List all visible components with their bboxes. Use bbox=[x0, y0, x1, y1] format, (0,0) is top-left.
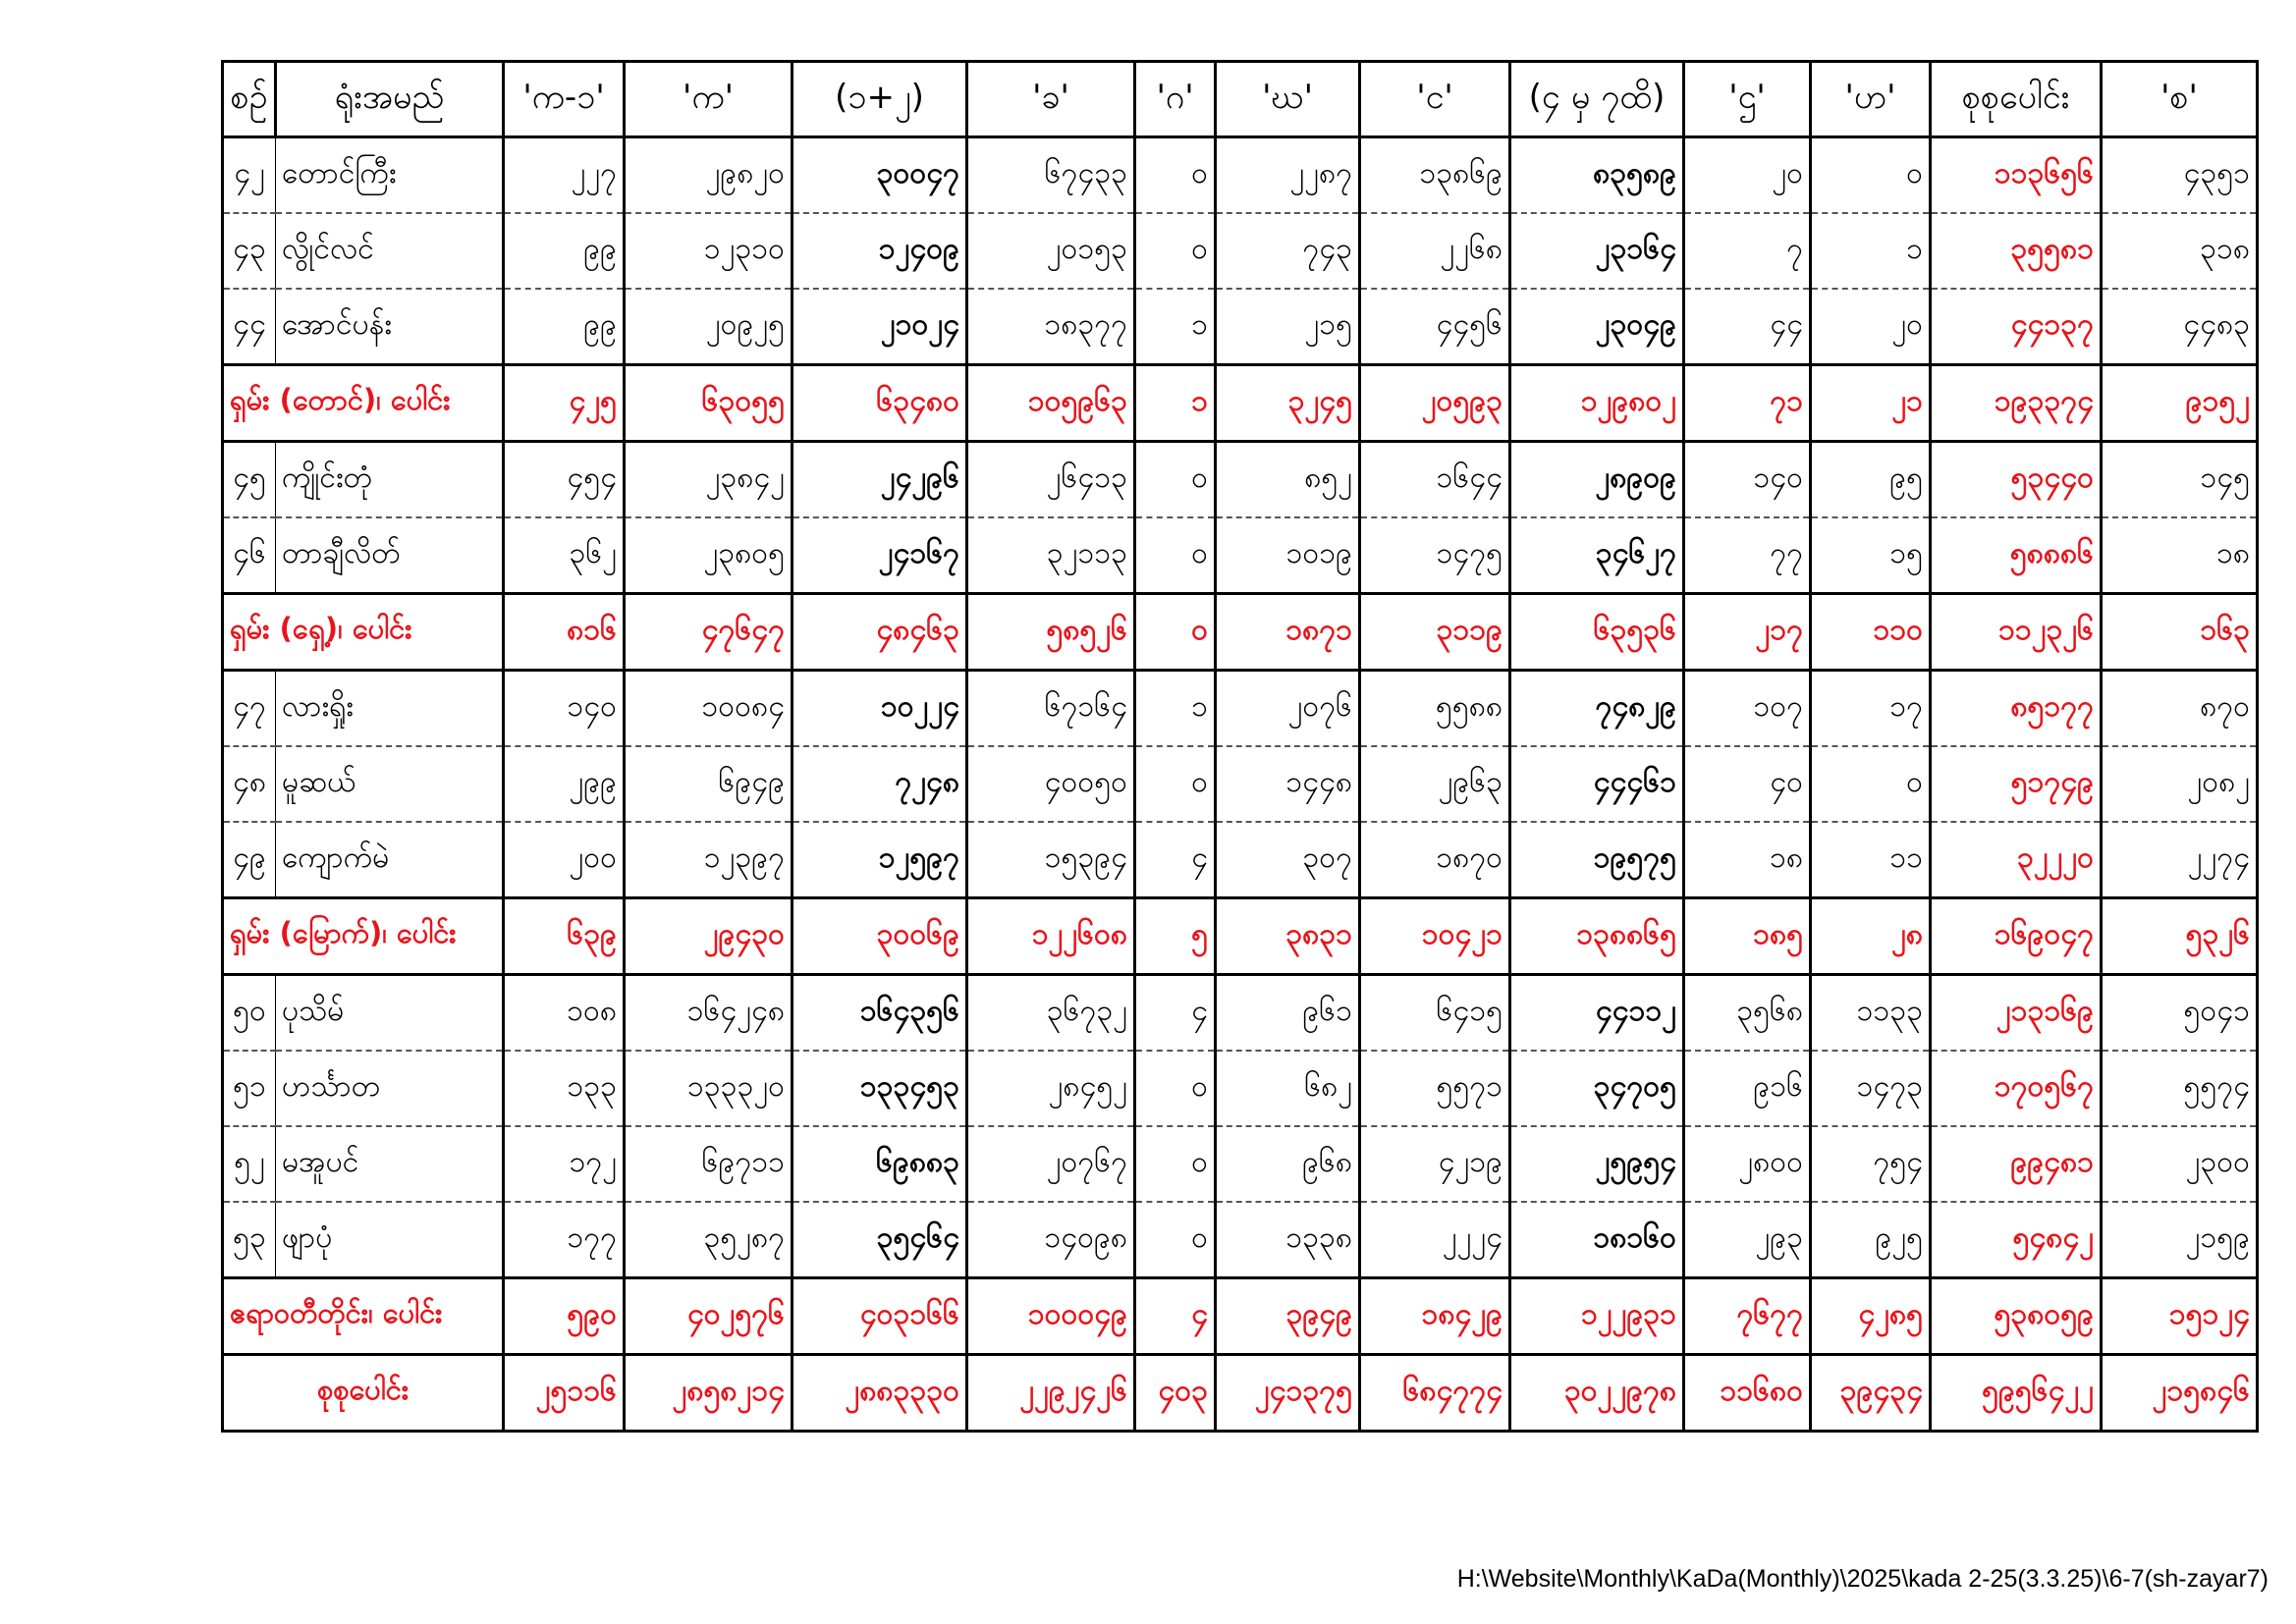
value-cell: ၂၁၅၉ bbox=[2102, 1202, 2258, 1278]
value-cell: ၁၄၇၅ bbox=[1360, 517, 1510, 594]
subtotal-value: ၄၂၅ bbox=[504, 365, 625, 442]
value-cell: ၀ bbox=[1811, 746, 1931, 822]
column-header: 'င' bbox=[1360, 62, 1510, 137]
value-cell: ၁၃၃၈ bbox=[1216, 1202, 1360, 1278]
value-cell: ၁၃၈၆၉ bbox=[1360, 137, 1510, 214]
subtotal-value: ၃၁၁၉ bbox=[1360, 594, 1510, 671]
row-number: ၄၉ bbox=[223, 822, 276, 898]
table-row bbox=[223, 1126, 2258, 1202]
value-cell: ၂၂၆၈ bbox=[1360, 213, 1510, 289]
value-cell: ၁၈ bbox=[1684, 822, 1811, 898]
subtotal-label: ရှမ်း (မြောက်)၊ ပေါင်း bbox=[223, 898, 504, 975]
value-cell: ၂၈၉၀၉ bbox=[1510, 442, 1684, 518]
subtotal-value: ၉၁၅၂ bbox=[2102, 365, 2258, 442]
value-cell: ၉၁၆ bbox=[1684, 1051, 1811, 1126]
value-cell: ၆၉၈၈၃ bbox=[793, 1126, 967, 1202]
value-cell: ၁၅၃၉၄ bbox=[967, 822, 1135, 898]
value-cell: ၂၀ bbox=[1684, 137, 1811, 214]
value-cell: ၁၃၃၄၅၃ bbox=[793, 1051, 967, 1126]
subtotal-value: ၄ bbox=[1135, 1278, 1216, 1355]
value-cell: ၀ bbox=[1135, 1051, 1216, 1126]
subtotal-label: ရှမ်း (တောင်)၊ ပေါင်း bbox=[223, 365, 504, 442]
row-number: ၄၇ bbox=[223, 671, 276, 747]
subtotal-label: ဧရာဝတီတိုင်း၊ ပေါင်း bbox=[223, 1278, 504, 1355]
value-cell: ၄၄ bbox=[1684, 289, 1811, 365]
value-cell: ၄၀၀၅၀ bbox=[967, 746, 1135, 822]
value-cell: ၂၂၈၇ bbox=[1216, 137, 1360, 214]
grand-total-value: ၄၀၃ bbox=[1135, 1355, 1216, 1432]
subtotal-value: ၁၈၅ bbox=[1684, 898, 1811, 975]
value-cell: ၃၅၄၆၄ bbox=[793, 1202, 967, 1278]
value-cell: ၉၂၅ bbox=[1811, 1202, 1931, 1278]
grand-total-value: ၃၉၄၃၄ bbox=[1811, 1355, 1931, 1432]
row-number: ၄၅ bbox=[223, 442, 276, 518]
column-header: (၄ မှ ၇ထိ) bbox=[1510, 62, 1684, 137]
statistics-table bbox=[221, 60, 2259, 1433]
row-number: ၄၃ bbox=[223, 213, 276, 289]
subtotal-value: ၅၃၂၆ bbox=[2102, 898, 2258, 975]
value-cell: ၈၇၀ bbox=[2102, 671, 2258, 747]
table-row bbox=[223, 1051, 2258, 1126]
office-name: မအူပင် bbox=[276, 1126, 504, 1202]
value-cell: ၆၇၄၃၃ bbox=[967, 137, 1135, 214]
subtotal-value: ၁၈၇၁ bbox=[1216, 594, 1360, 671]
column-header: ရုံးအမည် bbox=[276, 62, 504, 137]
value-cell: ၄၄၅၆ bbox=[1360, 289, 1510, 365]
value-cell: ၁၁ bbox=[1811, 822, 1931, 898]
value-cell: ၄၄၈၃ bbox=[2102, 289, 2258, 365]
row-number: ၄၂ bbox=[223, 137, 276, 214]
value-cell: ၄၃၅၁ bbox=[2102, 137, 2258, 214]
value-cell: ၁၆၄၂၄၈ bbox=[625, 975, 793, 1052]
value-cell: ၇၇ bbox=[1684, 517, 1811, 594]
subtotal-value: ၃၈၃၁ bbox=[1216, 898, 1360, 975]
value-cell: ၁၇၂ bbox=[504, 1126, 625, 1202]
subtotal-value: ၂၁၇ bbox=[1684, 594, 1811, 671]
value-cell: ၀ bbox=[1135, 1126, 1216, 1202]
value-cell: ၄၄၄၆၁ bbox=[1510, 746, 1684, 822]
value-cell: ၂၀၁၅၃ bbox=[967, 213, 1135, 289]
value-cell: ၁၀၂၂၄ bbox=[793, 671, 967, 747]
value-cell: ၂၃၈၄၂ bbox=[625, 442, 793, 518]
column-header: (၁+၂) bbox=[793, 62, 967, 137]
grand-total-value: ၂၈၅၈၂၁၄ bbox=[625, 1355, 793, 1432]
subtotal-value: ၄၀၃၁၆၆ bbox=[793, 1278, 967, 1355]
value-cell: ၁၁၃၆၅၆ bbox=[1931, 137, 2102, 214]
value-cell: ၈၅၂ bbox=[1216, 442, 1360, 518]
subtotal-value: ၁၂၂၆၀၈ bbox=[967, 898, 1135, 975]
subtotal-value: ၅ bbox=[1135, 898, 1216, 975]
office-name: ဖျာပုံ bbox=[276, 1202, 504, 1278]
value-cell: ၅၃၄၄၀ bbox=[1931, 442, 2102, 518]
table-row bbox=[223, 671, 2258, 747]
value-cell: ၅၅၇၄ bbox=[2102, 1051, 2258, 1126]
value-cell: ၄ bbox=[1135, 975, 1216, 1052]
value-cell: ၁၈ bbox=[2102, 517, 2258, 594]
value-cell: ၉၅ bbox=[1811, 442, 1931, 518]
office-name: ဟင်္သာတ bbox=[276, 1051, 504, 1126]
subtotal-value: ၁၁၂၃၂၆ bbox=[1931, 594, 2102, 671]
grand-total-label: စုစုပေါင်း bbox=[223, 1355, 504, 1432]
subtotal-value: ၄၂၈၅ bbox=[1811, 1278, 1931, 1355]
office-name: မူဆယ် bbox=[276, 746, 504, 822]
grand-total-value: ၂၁၅၈၄၆ bbox=[2102, 1355, 2258, 1432]
value-cell: ၀ bbox=[1135, 442, 1216, 518]
value-cell: ၃၀၇ bbox=[1216, 822, 1360, 898]
table-row bbox=[223, 137, 2258, 214]
column-header: 'က-၁' bbox=[504, 62, 625, 137]
value-cell: ၃၆၂ bbox=[504, 517, 625, 594]
value-cell: ၂၀၈၂ bbox=[2102, 746, 2258, 822]
value-cell: ၂၀ bbox=[1811, 289, 1931, 365]
table-row bbox=[223, 822, 2258, 898]
value-cell: ၂၁၀၂၄ bbox=[793, 289, 967, 365]
subtotal-value: ၁၀၄၂၁ bbox=[1360, 898, 1510, 975]
grand-total-value: ၃၀၂၂၉၇၈ bbox=[1510, 1355, 1684, 1432]
value-cell: ၁၈၃၇၇ bbox=[967, 289, 1135, 365]
subtotal-value: ၅၈၅၂၆ bbox=[967, 594, 1135, 671]
subtotal-value: ၂၀၅၉၃ bbox=[1360, 365, 1510, 442]
value-cell: ၆၇၁၆၄ bbox=[967, 671, 1135, 747]
value-cell: ၄ bbox=[1135, 822, 1216, 898]
column-header: 'ဃ' bbox=[1216, 62, 1360, 137]
grand-total-row bbox=[223, 1355, 2258, 1432]
value-cell: ၃၄၇၀၅ bbox=[1510, 1051, 1684, 1126]
value-cell: ၁၄၀ bbox=[1684, 442, 1811, 518]
row-number: ၅၁ bbox=[223, 1051, 276, 1126]
value-cell: ၄၂၁၉ bbox=[1360, 1126, 1510, 1202]
value-cell: ၂၉၆၃ bbox=[1360, 746, 1510, 822]
subtotal-value: ၂၁ bbox=[1811, 365, 1931, 442]
value-cell: ၂၄၁၆၇ bbox=[793, 517, 967, 594]
value-cell: ၁၂၃၁၀ bbox=[625, 213, 793, 289]
subtotal-value: ၁၂၂၉၃၁ bbox=[1510, 1278, 1684, 1355]
subtotal-value: ၄၇၆၄၇ bbox=[625, 594, 793, 671]
value-cell: ၀ bbox=[1135, 213, 1216, 289]
row-number: ၄၄ bbox=[223, 289, 276, 365]
value-cell: ၅၅၈၈ bbox=[1360, 671, 1510, 747]
value-cell: ၂၃၀၀ bbox=[2102, 1126, 2258, 1202]
value-cell: ၉၉၄၈၁ bbox=[1931, 1126, 2102, 1202]
value-cell: ၅၀၄၁ bbox=[2102, 975, 2258, 1052]
value-cell: ၈၅၁၇၇ bbox=[1931, 671, 2102, 747]
row-number: ၄၈ bbox=[223, 746, 276, 822]
column-header: 'က' bbox=[625, 62, 793, 137]
value-cell: ၇၅၄ bbox=[1811, 1126, 1931, 1202]
value-cell: ၁၃၃၃၂၀ bbox=[625, 1051, 793, 1126]
office-name: တာချီလိတ် bbox=[276, 517, 504, 594]
subtotal-value: ၇၆၇၇ bbox=[1684, 1278, 1811, 1355]
value-cell: ၁၀၀၈၄ bbox=[625, 671, 793, 747]
value-cell: ၁၄၀၉၈ bbox=[967, 1202, 1135, 1278]
file-path-footer: H:\Website\Monthly\KaDa(Monthly)\2025\kada 2-25(3.3.25)\6-7(sh-zayar7) bbox=[1456, 1565, 2269, 1593]
value-cell: ၉၉ bbox=[504, 289, 625, 365]
value-cell: ၈၃၅၈၉ bbox=[1510, 137, 1684, 214]
column-header: 'စ' bbox=[2102, 62, 2258, 137]
value-cell: ၇၄၃ bbox=[1216, 213, 1360, 289]
value-cell: ၃၀၀၄၇ bbox=[793, 137, 967, 214]
value-cell: ၂၃၀၄၉ bbox=[1510, 289, 1684, 365]
value-cell: ၁၀၈ bbox=[504, 975, 625, 1052]
header-row bbox=[223, 62, 2258, 137]
value-cell: ၄၄၁၃၇ bbox=[1931, 289, 2102, 365]
value-cell: ၇၂၄၈ bbox=[793, 746, 967, 822]
value-cell: ၁ bbox=[1135, 289, 1216, 365]
value-cell: ၆၉၇၁၁ bbox=[625, 1126, 793, 1202]
table-row bbox=[223, 746, 2258, 822]
value-cell: ၂၀၇၆၇ bbox=[967, 1126, 1135, 1202]
value-cell: ၃၅၆၈ bbox=[1684, 975, 1811, 1052]
table-row bbox=[223, 289, 2258, 365]
value-cell: ၂၂၇၄ bbox=[2102, 822, 2258, 898]
subtotal-value: ၁၀၀၀၄၉ bbox=[967, 1278, 1135, 1355]
value-cell: ၁၈၇၀ bbox=[1360, 822, 1510, 898]
value-cell: ၂၈၀၀ bbox=[1684, 1126, 1811, 1202]
value-cell: ၅၈၈၈၆ bbox=[1931, 517, 2102, 594]
value-cell: ၃၄၆၂၇ bbox=[1510, 517, 1684, 594]
office-name: အောင်ပန်း bbox=[276, 289, 504, 365]
subtotal-value: ၅၃၈၀၅၉ bbox=[1931, 1278, 2102, 1355]
subtotal-row bbox=[223, 594, 2258, 671]
subtotal-row bbox=[223, 1278, 2258, 1355]
value-cell: ၂၉၉ bbox=[504, 746, 625, 822]
subtotal-value: ၁၂၉၈၀၂ bbox=[1510, 365, 1684, 442]
value-cell: ၂၀၀ bbox=[504, 822, 625, 898]
column-header: 'ဟ' bbox=[1811, 62, 1931, 137]
grand-total-value: ၂၅၁၁၆ bbox=[504, 1355, 625, 1432]
value-cell: ၂၉၈၂၀ bbox=[625, 137, 793, 214]
value-cell: ၃၂၁၁၃ bbox=[967, 517, 1135, 594]
value-cell: ၁ bbox=[1135, 671, 1216, 747]
subtotal-value: ၈၁၆ bbox=[504, 594, 625, 671]
subtotal-value: ၁ bbox=[1135, 365, 1216, 442]
value-cell: ၃၁၈ bbox=[2102, 213, 2258, 289]
value-cell: ၂၆၄၁၃ bbox=[967, 442, 1135, 518]
value-cell: ၀ bbox=[1811, 137, 1931, 214]
subtotal-value: ၆၃၅၃၆ bbox=[1510, 594, 1684, 671]
subtotal-label: ရှမ်း (ရှေ့)၊ ပေါင်း bbox=[223, 594, 504, 671]
value-cell: ၅၄၈၄၂ bbox=[1931, 1202, 2102, 1278]
subtotal-value: ၁၆၉၀၄၇ bbox=[1931, 898, 2102, 975]
value-cell: ၃၅၅၈၁ bbox=[1931, 213, 2102, 289]
value-cell: ၂၀၇၆ bbox=[1216, 671, 1360, 747]
value-cell: ၂၁၃၁၆၉ bbox=[1931, 975, 2102, 1052]
subtotal-value: ၄၀၂၅၇၆ bbox=[625, 1278, 793, 1355]
value-cell: ၁၆၄၄ bbox=[1360, 442, 1510, 518]
row-number: ၄၆ bbox=[223, 517, 276, 594]
value-cell: ၄၀ bbox=[1684, 746, 1811, 822]
subtotal-value: ၂၈ bbox=[1811, 898, 1931, 975]
subtotal-value: ၁၈၄၂၉ bbox=[1360, 1278, 1510, 1355]
table-row bbox=[223, 442, 2258, 518]
value-cell: ၆၄၁၅ bbox=[1360, 975, 1510, 1052]
value-cell: ၁၉၅၇၅ bbox=[1510, 822, 1684, 898]
value-cell: ၉၆၁ bbox=[1216, 975, 1360, 1052]
grand-total-value: ၂၄၁၃၇၅ bbox=[1216, 1355, 1360, 1432]
office-name: လားရှိုး bbox=[276, 671, 504, 747]
value-cell: ၁၄၀ bbox=[504, 671, 625, 747]
office-name: ကျိုင်းတုံ bbox=[276, 442, 504, 518]
subtotal-value: ၁၆၃ bbox=[2102, 594, 2258, 671]
value-cell: ၂၃၈၀၅ bbox=[625, 517, 793, 594]
subtotal-value: ၄၈၄၆၃ bbox=[793, 594, 967, 671]
subtotal-row bbox=[223, 365, 2258, 442]
value-cell: ၁၂၃၉၇ bbox=[625, 822, 793, 898]
value-cell: ၁၁၃၃ bbox=[1811, 975, 1931, 1052]
grand-total-value: ၂၂၉၂၄၂၆ bbox=[967, 1355, 1135, 1432]
value-cell: ၂၀၉၂၅ bbox=[625, 289, 793, 365]
value-cell: ၃၆၇၃၂ bbox=[967, 975, 1135, 1052]
value-cell: ၅၁၇၄၉ bbox=[1931, 746, 2102, 822]
value-cell: ၁၀၇ bbox=[1684, 671, 1811, 747]
value-cell: ၁၂၅၉၇ bbox=[793, 822, 967, 898]
table-row bbox=[223, 213, 2258, 289]
value-cell: ၂၂၇ bbox=[504, 137, 625, 214]
value-cell: ၂၅၉၅၄ bbox=[1510, 1126, 1684, 1202]
value-cell: ၆၉၄၉ bbox=[625, 746, 793, 822]
value-cell: ၁၅ bbox=[1811, 517, 1931, 594]
column-header: စုစုပေါင်း bbox=[1931, 62, 2102, 137]
subtotal-value: ၃၉၄၉ bbox=[1216, 1278, 1360, 1355]
subtotal-value: ၆၃၄၈၀ bbox=[793, 365, 967, 442]
value-cell: ၀ bbox=[1135, 517, 1216, 594]
subtotal-value: ၅၉၀ bbox=[504, 1278, 625, 1355]
grand-total-value: ၁၁၆၈၀ bbox=[1684, 1355, 1811, 1432]
value-cell: ၀ bbox=[1135, 746, 1216, 822]
table-row bbox=[223, 1202, 2258, 1278]
value-cell: ၄၅၄ bbox=[504, 442, 625, 518]
office-name: ကျောက်မဲ bbox=[276, 822, 504, 898]
value-cell: ၁၄၇၃ bbox=[1811, 1051, 1931, 1126]
value-cell: ၁၇၇ bbox=[504, 1202, 625, 1278]
subtotal-value: ၁၁၀ bbox=[1811, 594, 1931, 671]
value-cell: ၂၉၃ bbox=[1684, 1202, 1811, 1278]
subtotal-value: ၆၃၉ bbox=[504, 898, 625, 975]
value-cell: ၁၈၁၆၀ bbox=[1510, 1202, 1684, 1278]
subtotal-value: ၁၅၁၂၄ bbox=[2102, 1278, 2258, 1355]
grand-total-value: ၅၉၅၆၄၂၂ bbox=[1931, 1355, 2102, 1432]
subtotal-value: ၁၉၃၃၇၄ bbox=[1931, 365, 2102, 442]
value-cell: ၇၄၈၂၉ bbox=[1510, 671, 1684, 747]
subtotal-value: ၁၃၈၈၆၅ bbox=[1510, 898, 1684, 975]
column-header: 'ဂ' bbox=[1135, 62, 1216, 137]
value-cell: ၅၅၇၁ bbox=[1360, 1051, 1510, 1126]
value-cell: ၃၂၂၂၀ bbox=[1931, 822, 2102, 898]
table-body bbox=[223, 137, 2258, 1432]
value-cell: ၆၈၂ bbox=[1216, 1051, 1360, 1126]
subtotal-value: ၇၁ bbox=[1684, 365, 1811, 442]
value-cell: ၂၃၁၆၄ bbox=[1510, 213, 1684, 289]
value-cell: ၁၄၅ bbox=[2102, 442, 2258, 518]
subtotal-value: ၀ bbox=[1135, 594, 1216, 671]
value-cell: ၇ bbox=[1684, 213, 1811, 289]
row-number: ၅၃ bbox=[223, 1202, 276, 1278]
subtotal-value: ၆၃၀၅၅ bbox=[625, 365, 793, 442]
column-header: စဉ် bbox=[223, 62, 276, 137]
subtotal-value: ၃၀၀၆၉ bbox=[793, 898, 967, 975]
value-cell: ၁ bbox=[1811, 213, 1931, 289]
subtotal-value: ၃၂၄၅ bbox=[1216, 365, 1360, 442]
grand-total-value: ၆၈၄၇၇၄ bbox=[1360, 1355, 1510, 1432]
value-cell: ၀ bbox=[1135, 137, 1216, 214]
row-number: ၅၀ bbox=[223, 975, 276, 1052]
value-cell: ၉၉ bbox=[504, 213, 625, 289]
value-cell: ၂၄၂၉၆ bbox=[793, 442, 967, 518]
column-header: 'ခ' bbox=[967, 62, 1135, 137]
value-cell: ၂၁၅ bbox=[1216, 289, 1360, 365]
value-cell: ၁၇ bbox=[1811, 671, 1931, 747]
office-name: ပုသိမ် bbox=[276, 975, 504, 1052]
subtotal-value: ၂၉၄၃၀ bbox=[625, 898, 793, 975]
value-cell: ၁၆၄၃၅၆ bbox=[793, 975, 967, 1052]
value-cell: ၁၄၄၈ bbox=[1216, 746, 1360, 822]
office-name: လွိုင်လင် bbox=[276, 213, 504, 289]
value-cell: ၁၇၀၅၆၇ bbox=[1931, 1051, 2102, 1126]
table-row bbox=[223, 517, 2258, 594]
value-cell: ၃၅၂၈၇ bbox=[625, 1202, 793, 1278]
value-cell: ၂၈၄၅၂ bbox=[967, 1051, 1135, 1126]
grand-total-value: ၂၈၈၃၃၃၀ bbox=[793, 1355, 967, 1432]
value-cell: ၁၃၃ bbox=[504, 1051, 625, 1126]
value-cell: ၀ bbox=[1135, 1202, 1216, 1278]
table-row bbox=[223, 975, 2258, 1052]
value-cell: ၂၂၂၄ bbox=[1360, 1202, 1510, 1278]
subtotal-value: ၁၀၅၉၆၃ bbox=[967, 365, 1135, 442]
value-cell: ၄၄၁၁၂ bbox=[1510, 975, 1684, 1052]
subtotal-row bbox=[223, 898, 2258, 975]
value-cell: ၁၀၁၉ bbox=[1216, 517, 1360, 594]
row-number: ၅၂ bbox=[223, 1126, 276, 1202]
office-name: တောင်ကြီး bbox=[276, 137, 504, 214]
column-header: 'ဌ' bbox=[1684, 62, 1811, 137]
value-cell: ၁၂၄၀၉ bbox=[793, 213, 967, 289]
value-cell: ၉၆၈ bbox=[1216, 1126, 1360, 1202]
